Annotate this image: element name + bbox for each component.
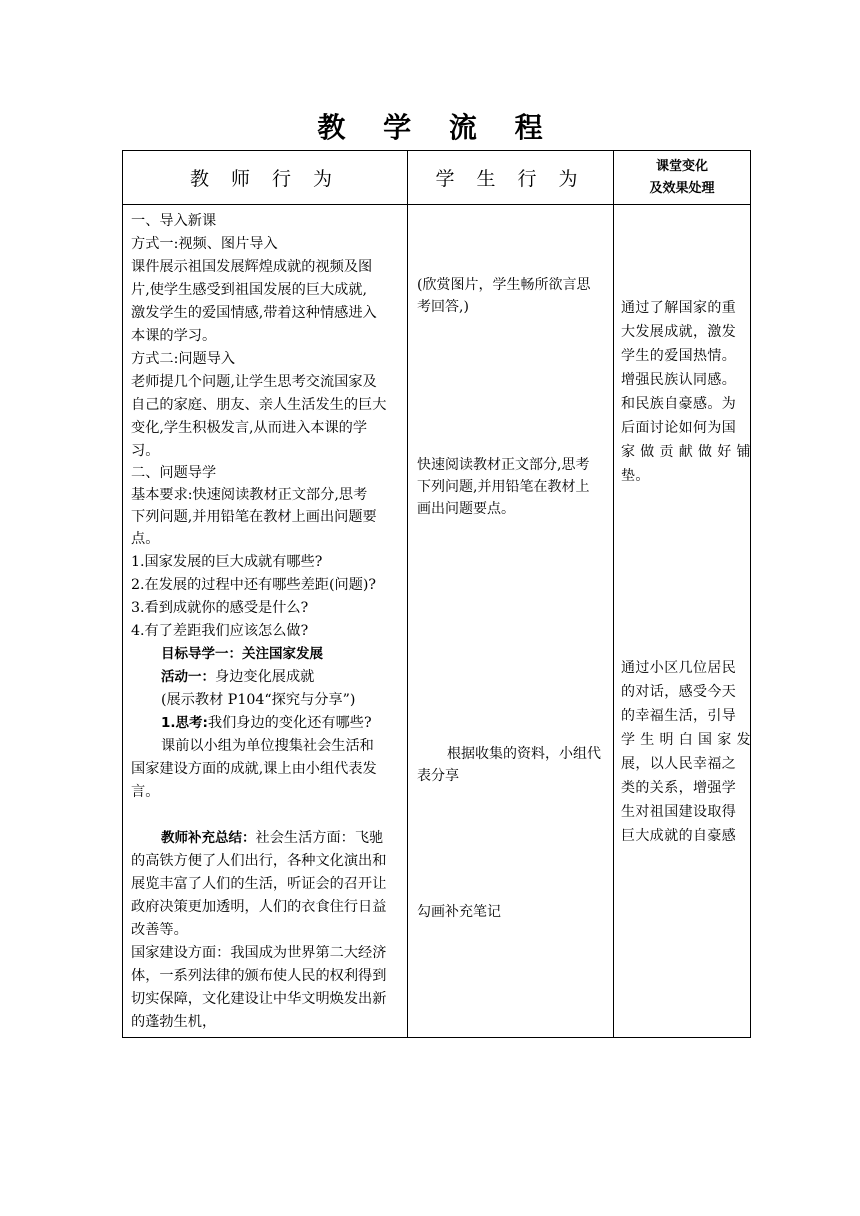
effect-line: 展，以人民幸福之 — [621, 756, 737, 772]
teacher-line: 点。 — [131, 531, 160, 547]
effect-line: 大发展成就，激发 — [621, 324, 737, 340]
teacher-line: 基本要求:快速阅读教材正文部分,思考 — [131, 487, 368, 503]
student-line: 根据收集的资料，小组代 — [447, 746, 601, 762]
effect-line: 学 生 明 白 国 家 发 — [621, 732, 751, 748]
teacher-line: 本课的学习。 — [131, 328, 217, 344]
teacher-line: 老师提几个问题,让学生思考交流国家及 — [131, 374, 377, 390]
student-line: 快速阅读教材正文部分,思考 — [417, 457, 590, 473]
effect-line: 增强民族认同感。 — [621, 372, 737, 388]
teacher-line: 一、导入新课 — [131, 213, 217, 229]
summary-text: 社会生活方面：飞驰 — [255, 830, 384, 846]
effect-line: 家 做 贡 献 做 好 铺 — [621, 444, 751, 460]
think-label: 1.思考: — [161, 715, 208, 731]
teacher-line: 课前以小组为单位搜集社会生活和 — [161, 738, 374, 754]
activity-title: 身边变化展成就 — [215, 669, 315, 685]
teacher-line: 激发学生的爱国情感,带着这种情感进入 — [131, 305, 377, 321]
effect-header-line1: 课堂变化 — [655, 158, 708, 174]
teacher-line: 方式二:问题导入 — [131, 351, 236, 367]
teacher-line: 切实保障，文化建设让中华文明焕发出新 — [131, 991, 387, 1007]
teacher-line: 的蓬勃生机， — [131, 1014, 217, 1030]
effect-line: 通过小区几位居民 — [621, 660, 737, 676]
student-behavior-header: 学 生 行 为 — [408, 151, 614, 205]
teacher-line: 变化,学生积极发言,从而进入本课的学 — [131, 420, 368, 436]
teacher-line: 国家建设方面：我国成为世界第二大经济 — [131, 945, 387, 961]
table-header-row — [123, 151, 751, 205]
effect-line: 巨大成就的自豪感 — [621, 828, 737, 844]
student-line: 勾画补充笔记 — [417, 904, 501, 920]
summary-line — [131, 827, 401, 849]
summary-label: 教师补充总结： — [161, 830, 256, 846]
teacher-behavior-cell — [123, 205, 408, 1038]
teacher-line: 习。 — [131, 443, 160, 459]
teacher-line: 二、问题导学 — [131, 465, 217, 481]
goal-heading: 目标导学一：关注国家发展 — [161, 646, 323, 662]
teacher-line: 3.看到成就你的感受是什么? — [131, 600, 309, 616]
classroom-effect-cell — [614, 205, 751, 1038]
classroom-effect-header — [614, 151, 751, 205]
effect-line: 的对话，感受今天 — [621, 684, 737, 700]
teacher-line: 下列问题,并用铅笔在教材上画出问题要 — [131, 509, 377, 525]
teacher-line: 政府决策更加透明，人们的衣食住行日益 — [131, 899, 387, 915]
teacher-line: 课件展示祖国发展辉煌成就的视频及图 — [131, 259, 373, 275]
effect-line: 垫。 — [621, 468, 650, 484]
teacher-line: 片,使学生感受到祖国发展的巨大成就, — [131, 282, 368, 298]
student-line: 画出问题要点。 — [417, 501, 515, 517]
teacher-line: 1.国家发展的巨大成就有哪些? — [131, 554, 323, 570]
effect-line: 通过了解国家的重 — [621, 300, 737, 316]
effect-line: 生对祖国建设取得 — [621, 804, 737, 820]
effect-line: 学生的爱国热情。 — [621, 348, 737, 364]
effect-header-line2: 及效果处理 — [649, 180, 715, 196]
teacher-line: 自己的家庭、朋友、亲人生活发生的巨大 — [131, 397, 387, 413]
effect-line: 类的关系，增强学 — [621, 780, 737, 796]
teacher-line: 方式一:视频、图片导入 — [131, 236, 278, 252]
table-body-row — [123, 205, 751, 1038]
teacher-line: (展示教材 P104“探究与分享”) — [161, 692, 356, 708]
activity-line — [131, 666, 401, 688]
page-title: 教 学 流 程 — [317, 111, 557, 144]
teacher-line: 展览丰富了人们的生活，听证会的召开让 — [131, 876, 387, 892]
teacher-line: 4.有了差距我们应该怎么做? — [131, 623, 309, 639]
student-line: 表分享 — [417, 768, 459, 784]
teacher-line: 的高铁方便了人们出行，各种文化演出和 — [131, 853, 387, 869]
effect-line: 和民族自豪感。为 — [621, 396, 737, 412]
student-behavior-cell — [408, 205, 614, 1038]
student-line: 下列问题,并用铅笔在教材上 — [417, 479, 590, 495]
student-line: (欣赏图片，学生畅所欲言思 — [417, 277, 591, 293]
teacher-line: 言。 — [131, 784, 160, 800]
think-question: 我们身边的变化还有哪些? — [207, 715, 372, 731]
effect-line: 后面讨论如何为国 — [621, 420, 737, 436]
teaching-flow-table — [122, 150, 751, 1038]
teacher-line: 体，一系列法律的颁布使人民的权利得到 — [131, 968, 387, 984]
student-line: 考回答,) — [417, 299, 469, 315]
teacher-behavior-header: 教 师 行 为 — [123, 151, 408, 205]
teacher-line: 改善等。 — [131, 922, 188, 938]
teacher-line: 2.在发展的过程中还有哪些差距(问题)? — [131, 577, 377, 593]
activity-label: 活动一： — [161, 669, 215, 685]
effect-line: 的幸福生活，引导 — [621, 708, 737, 724]
think-line — [131, 712, 401, 734]
teacher-line: 国家建设方面的成就,课上由小组代表发 — [131, 761, 377, 777]
